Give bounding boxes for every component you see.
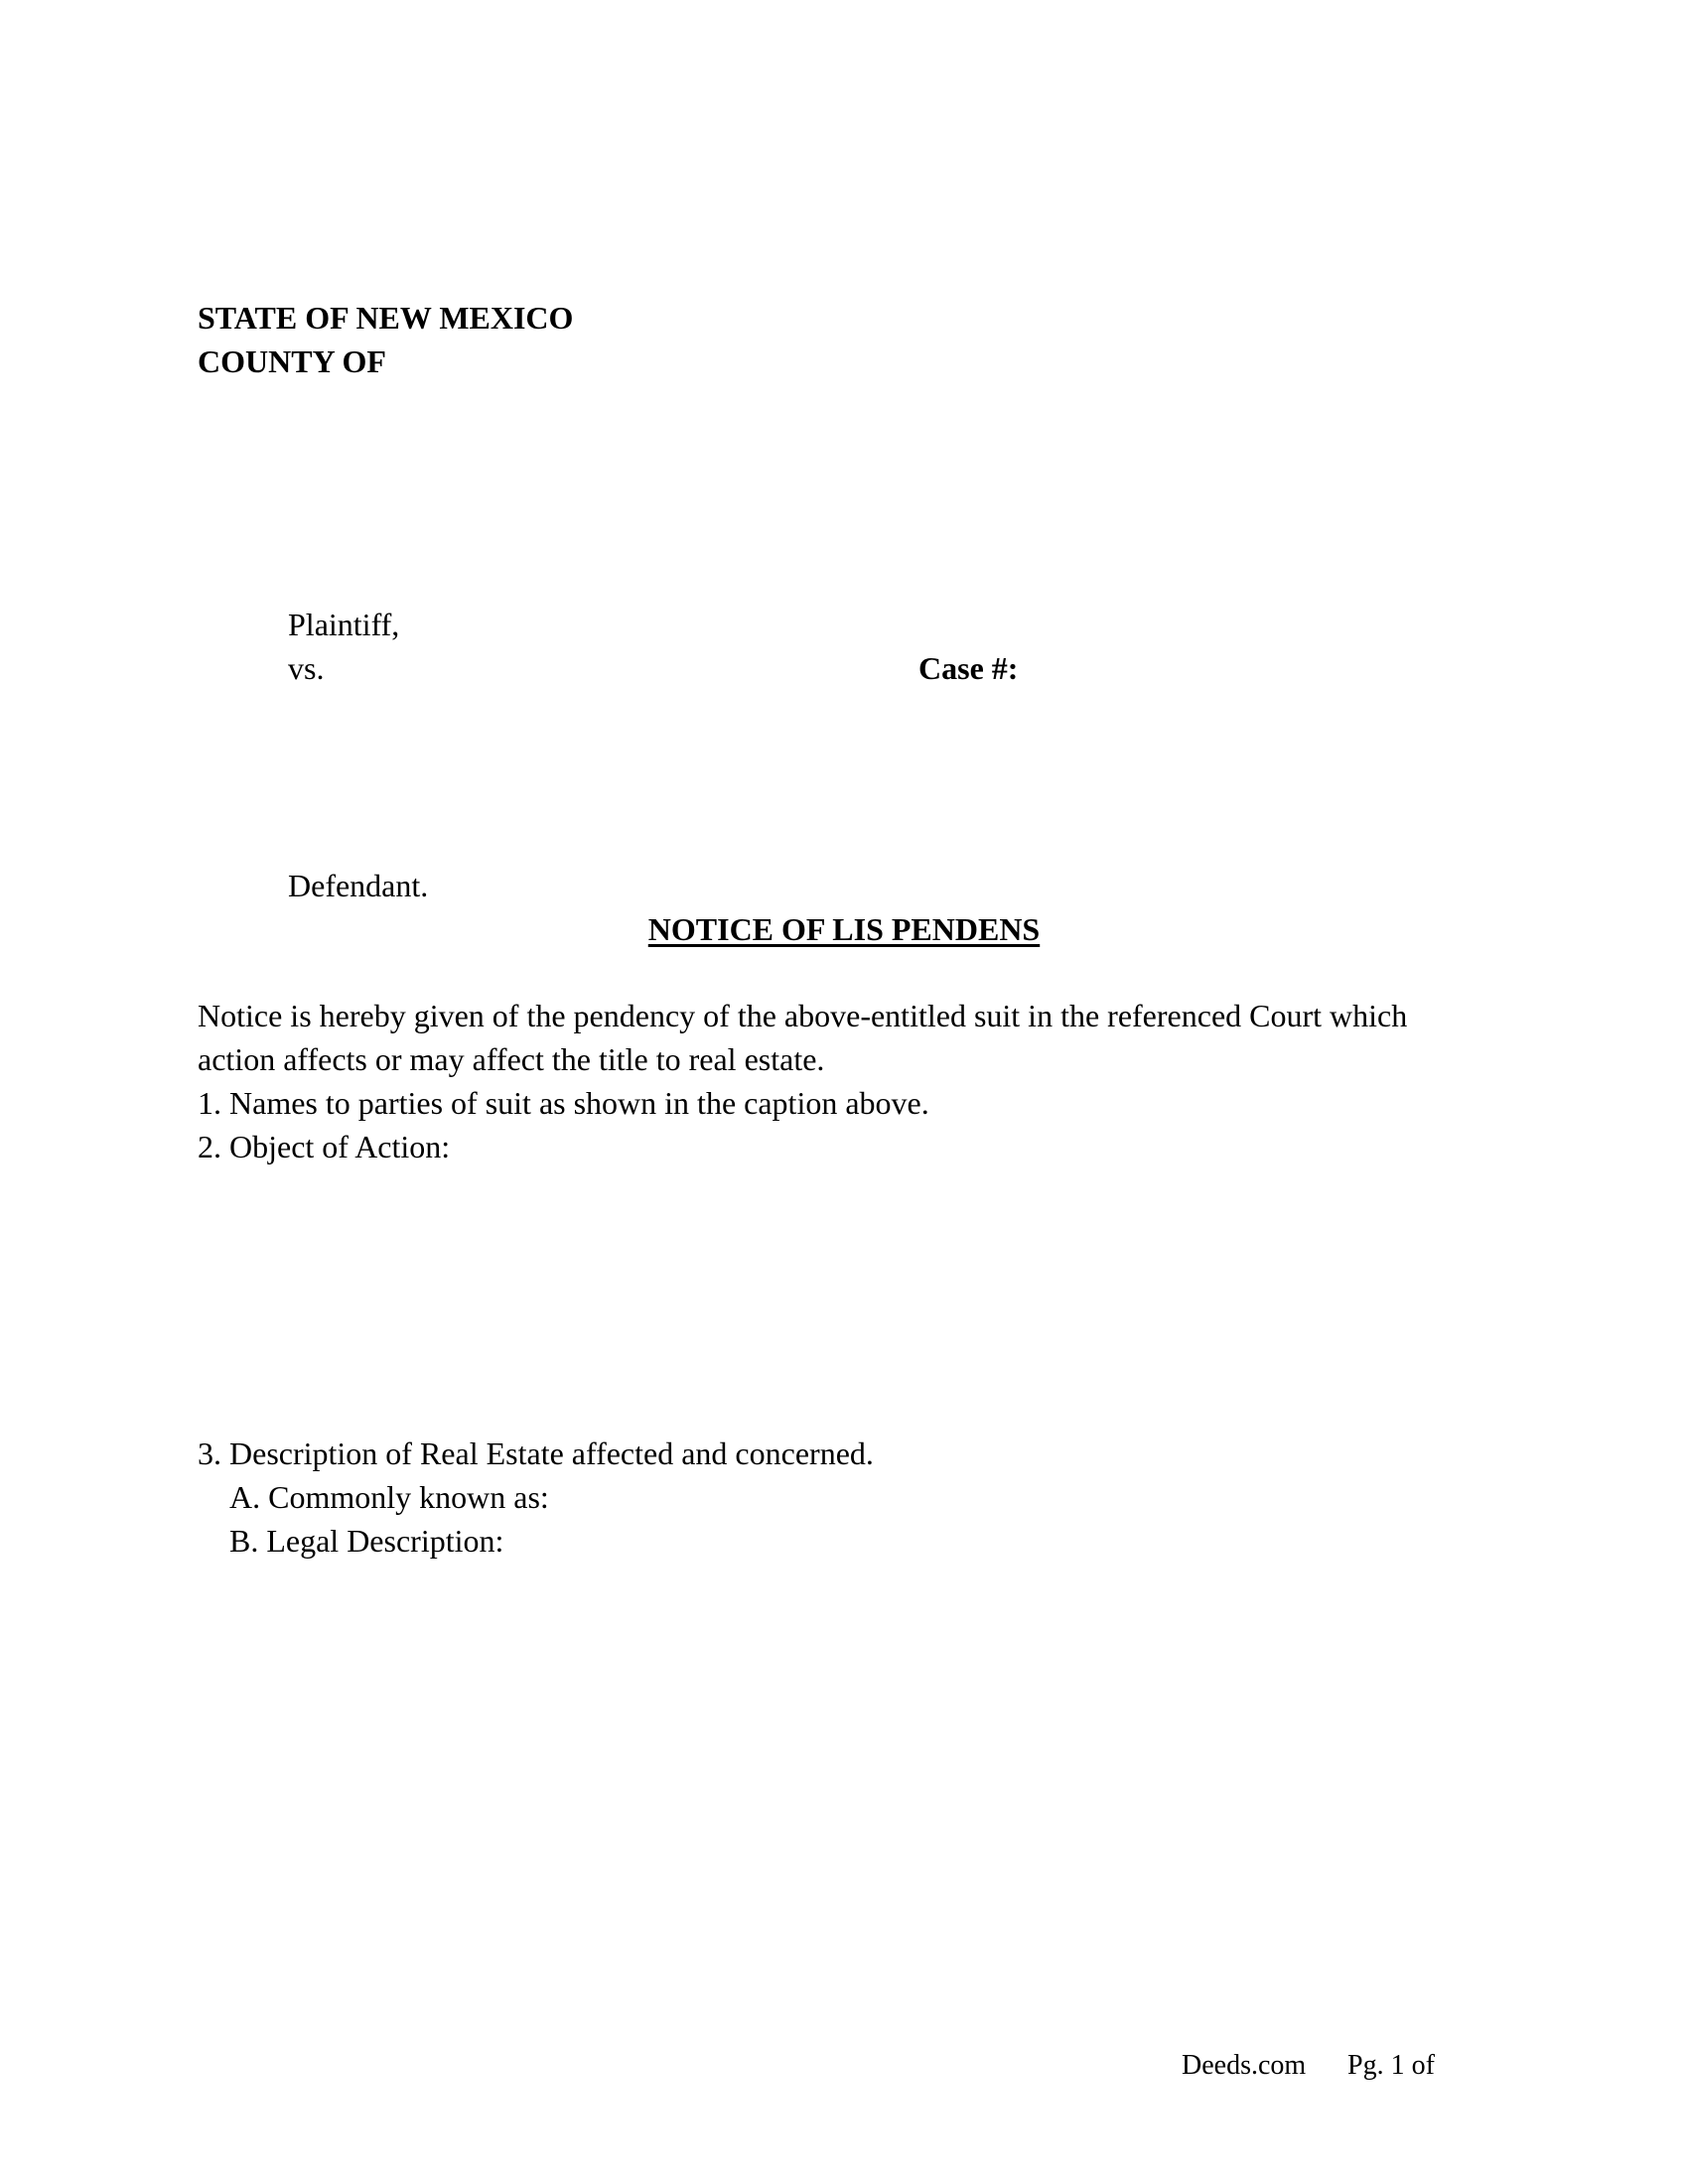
case-number-label: Case #: <box>918 650 1019 686</box>
item-real-estate-description: 3. Description of Real Estate affected and concerned. <box>198 1435 874 1471</box>
county-heading: COUNTY OF <box>198 343 386 379</box>
item-legal-description: B. Legal Description: <box>229 1523 504 1559</box>
defendant-label: Defendant. <box>288 868 429 903</box>
item-parties: 1. Names to parties of suit as shown in the caption above. <box>198 1085 929 1121</box>
intro-paragraph-line-1: Notice is hereby given of the pendency of the above-entitled suit in the referenced Court which <box>198 998 1408 1033</box>
footer-site: Deeds.com <box>1182 2050 1307 2081</box>
plaintiff-label: Plaintiff, <box>288 607 400 642</box>
versus-label: vs. <box>288 650 325 686</box>
item-commonly-known-as: A. Commonly known as: <box>229 1479 549 1515</box>
document-title: NOTICE OF LIS PENDENS <box>647 911 1041 947</box>
footer-page-number: Pg. 1 of <box>1347 2050 1435 2081</box>
state-heading: STATE OF NEW MEXICO <box>198 300 574 336</box>
intro-paragraph-line-2: action affects or may affect the title to real estate. <box>198 1041 825 1077</box>
item-object-of-action: 2. Object of Action: <box>198 1129 451 1164</box>
